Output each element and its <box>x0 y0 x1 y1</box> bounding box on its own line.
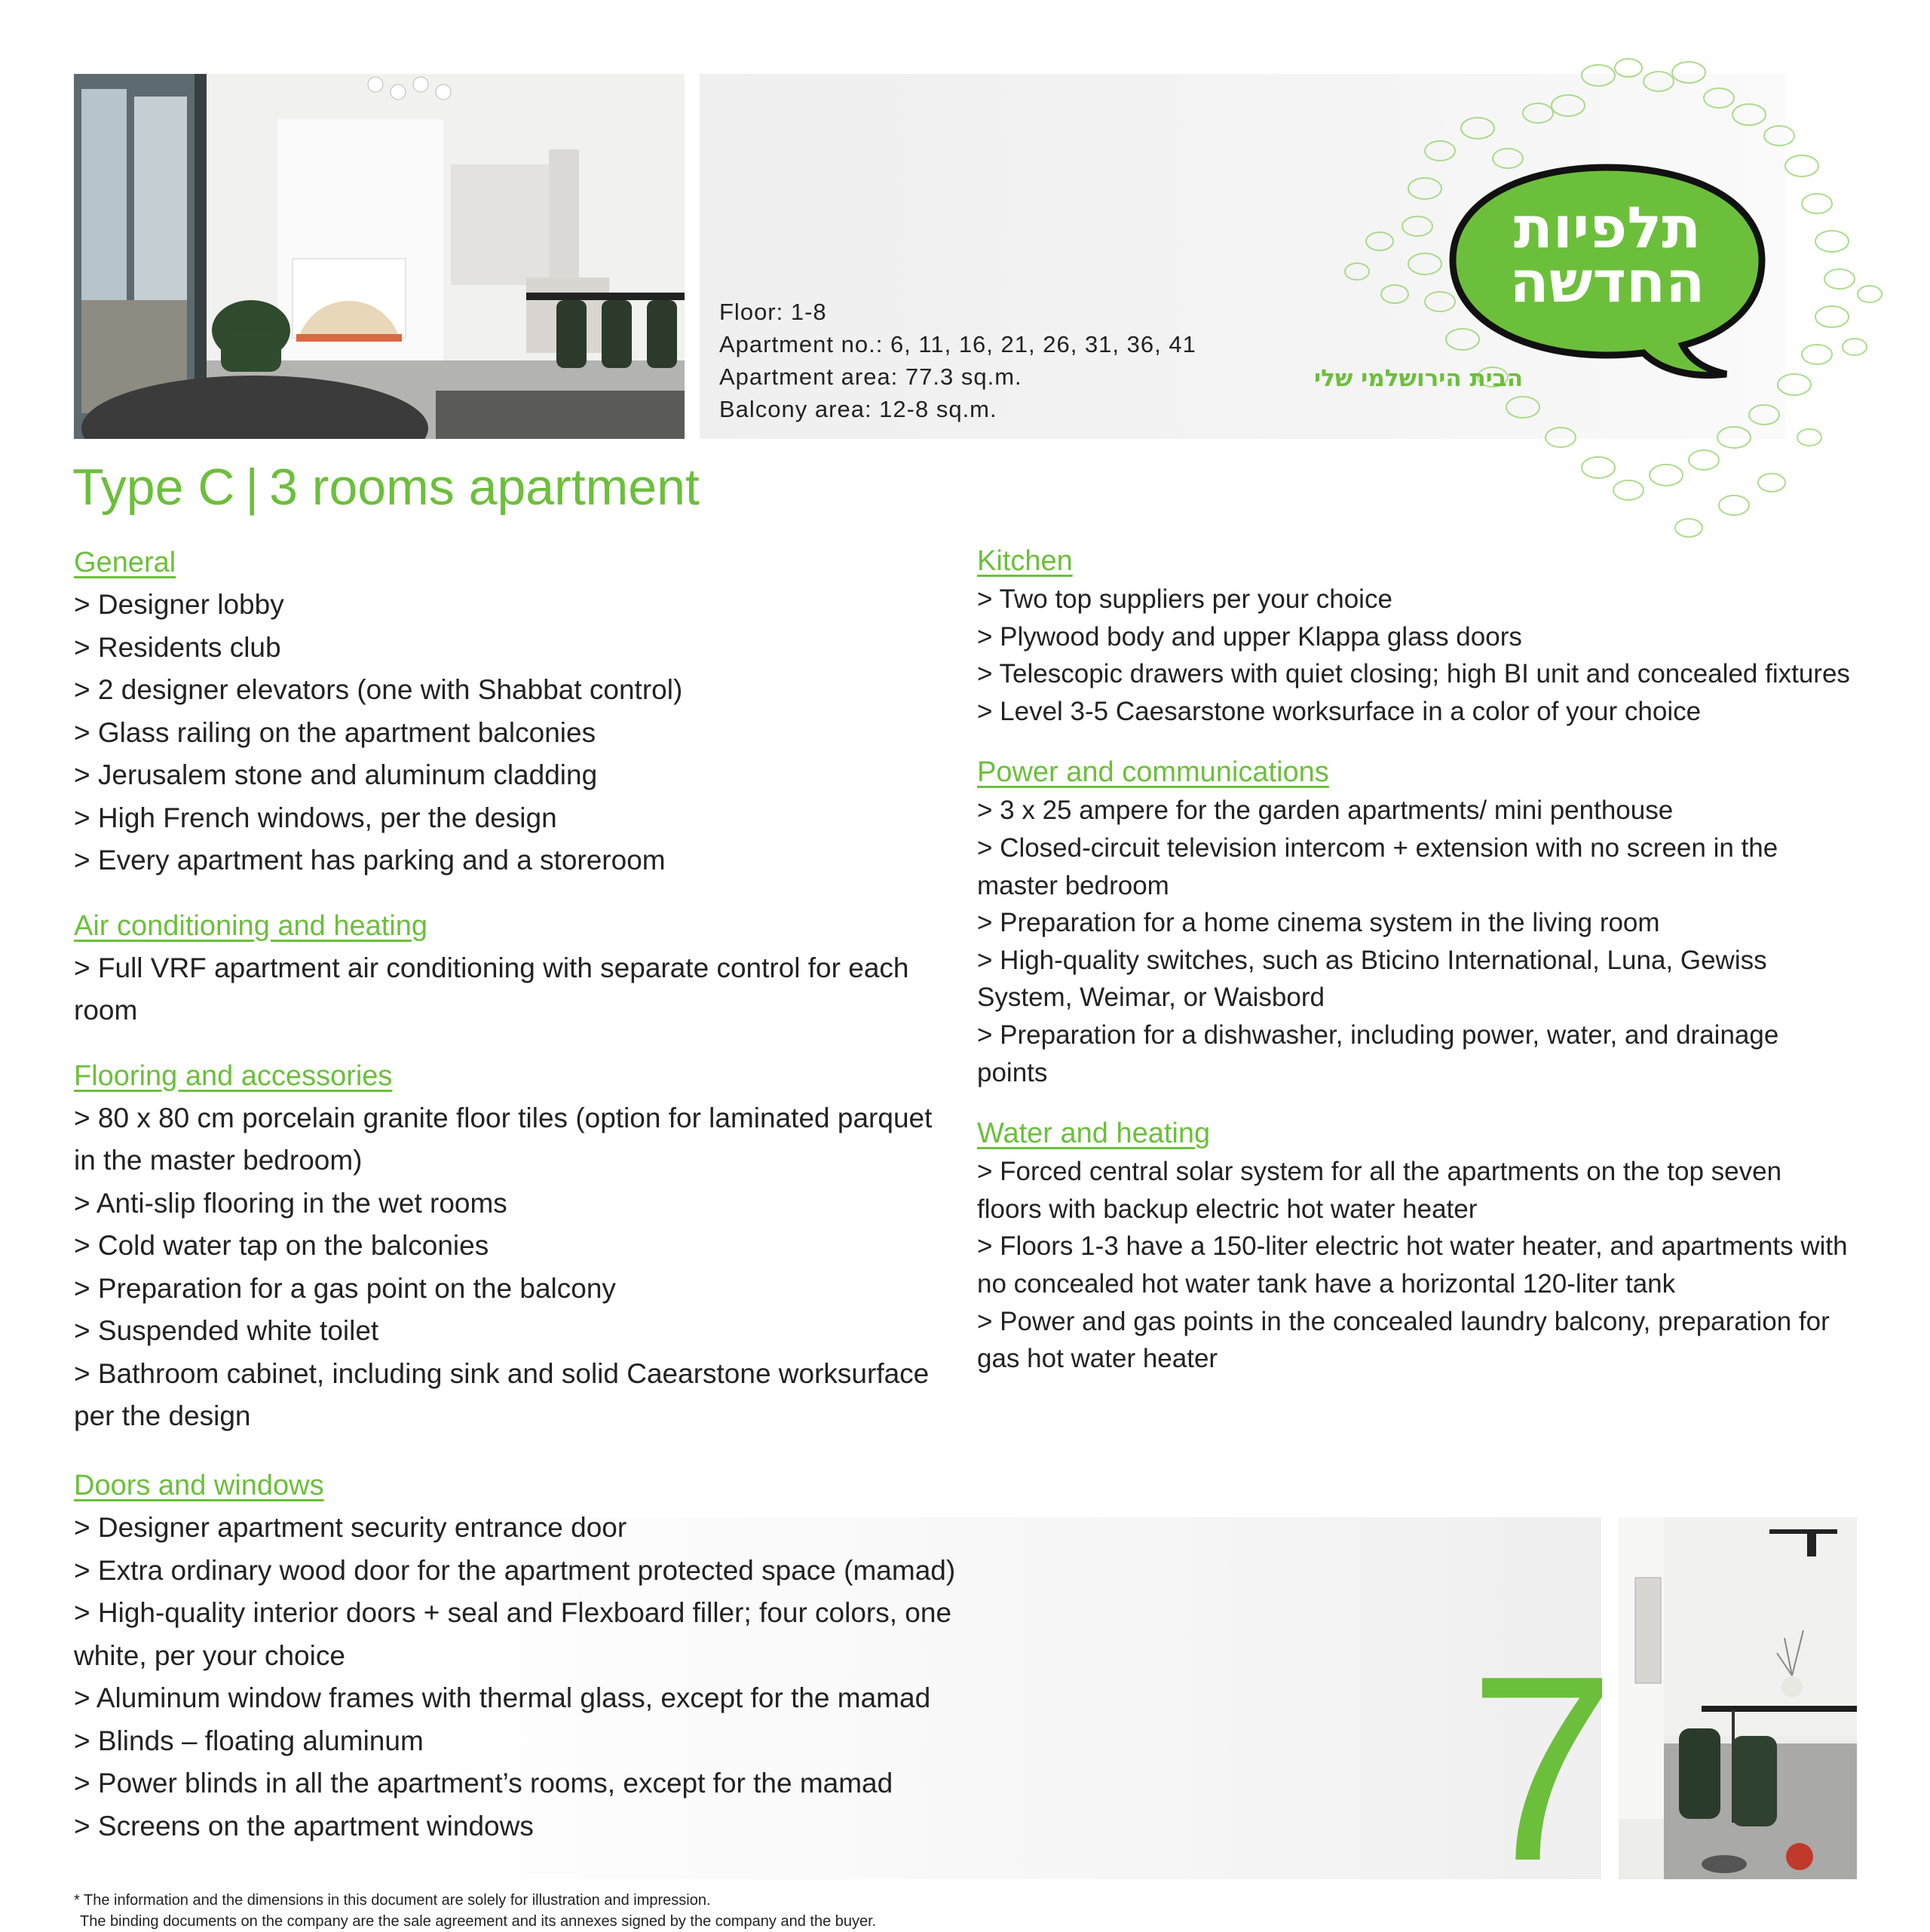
disclaimer-line1: * The information and the dimensions in this document are solely for illustration and impression. <box>74 1892 711 1909</box>
list-item: > Cold water tap on the balconies <box>74 1230 489 1261</box>
list-item: > Preparation for a home cinema system in the living room <box>977 908 1660 938</box>
section-title: Water and heating <box>977 1118 1211 1150</box>
list-item: > Aluminum window frames with thermal glass, except for the mamad <box>74 1682 931 1713</box>
list-item: > Preparation for a gas point on the balcony <box>74 1272 616 1304</box>
heading-separator: | <box>245 458 259 516</box>
list-item: > High French windows, per the design <box>74 802 557 833</box>
list-item: > 3 x 25 ampere for the garden apartments/ mini penthouse <box>977 796 1674 826</box>
list-item: > 2 designer elevators (one with Shabbat control) <box>74 674 683 705</box>
page-number: 7 <box>1469 1621 1616 1916</box>
logo-title-line1: תלפיות <box>1513 194 1702 261</box>
apartment-numbers: Apartment no.: 6, 11, 16, 21, 26, 31, 36, 41 <box>719 331 1196 357</box>
list-item: > Suspended white toilet <box>74 1315 379 1346</box>
logo-tagline: הבית הירושלמי שלי <box>1313 365 1523 392</box>
kitchen-illustration <box>1619 1517 1857 1879</box>
section-water-heating <box>977 1114 1852 1378</box>
list-item: > High-quality switches, such as Bticino International, Luna, Gewiss System, Weimar, or Waisbord <box>977 945 1767 1013</box>
list-item: > Blinds – floating aluminum <box>74 1725 424 1756</box>
disclaimer <box>74 1890 876 1932</box>
section-kitchen <box>977 541 1852 730</box>
list-item: > Designer apartment security entrance door <box>74 1512 627 1543</box>
apartment-type-heading <box>72 457 700 517</box>
list-item: > Level 3-5 Caesarstone worksurface in a color of your choice <box>977 696 1702 726</box>
section-title: Kitchen <box>977 545 1073 577</box>
apartment-rooms: 3 rooms apartment <box>269 458 700 516</box>
living-room-illustration <box>74 74 685 439</box>
right-column <box>977 541 1852 1400</box>
logo-title-line2: החדשה <box>1509 248 1705 315</box>
section-flooring <box>74 1055 948 1438</box>
list-item: > Preparation for a dishwasher, including power, water, and drainage points <box>977 1020 1779 1087</box>
list-item: > Every apartment has parking and a storeroom <box>74 845 666 876</box>
floor-info: Floor: 1-8 <box>719 299 827 325</box>
living-room-photo <box>74 74 685 439</box>
list-item: > Closed-circuit television intercom + extension with no screen in the master bedroom <box>977 833 1778 900</box>
section-title: Air conditioning and heating <box>74 909 428 942</box>
section-title: Power and communications <box>977 756 1329 789</box>
section-doors-windows <box>74 1464 1001 1848</box>
list-item: > High-quality interior doors + seal and Flexboard filler; four colors, one white, per your choice <box>74 1597 952 1671</box>
apartment-type: Type C <box>72 458 235 516</box>
list-item: > Designer lobby <box>74 589 284 620</box>
list-item: > Residents club <box>74 631 281 663</box>
list-item: > Power blinds in all the apartment’s rooms, except for the mamad <box>74 1768 893 1799</box>
list-item: > Bathroom cabinet, including sink and solid Caearstone worksurface per the design <box>74 1357 930 1431</box>
section-general <box>74 541 948 882</box>
section-air-conditioning <box>74 905 948 1032</box>
list-item: > Jerusalem stone and aluminum cladding <box>74 759 598 790</box>
list-item: > Screens on the apartment windows <box>74 1810 534 1842</box>
list-item: > Two top suppliers per your choice <box>977 584 1392 614</box>
list-item: > Plywood body and upper Klappa glass doors <box>977 621 1522 652</box>
kitchen-photo <box>1619 1517 1857 1879</box>
disclaimer-line2: The binding documents on the company are the sale agreement and its annexes signed by the company and the buyer. <box>80 1913 877 1930</box>
section-title: Doors and windows <box>74 1470 324 1501</box>
list-item: > 80 x 80 cm porcelain granite floor tiles (option for laminated parquet in the master bedroom) <box>74 1102 933 1176</box>
list-item: > Glass railing on the apartment balconies <box>74 716 596 748</box>
list-item: > Extra ordinary wood door for the apartment protected space (mamad) <box>74 1554 956 1586</box>
list-item: > Telescopic drawers with quiet closing; high BI unit and concealed fixtures <box>977 659 1850 689</box>
section-title: General <box>74 547 176 578</box>
apartment-specs <box>719 296 1196 425</box>
left-column <box>74 541 948 1461</box>
list-item: > Power and gas points in the concealed laundry balcony, preparation for gas hot water heater <box>977 1306 1830 1374</box>
list-item: > Forced central solar system for all the apartments on the top seven floors with backup electric hot water heater <box>977 1157 1782 1224</box>
list-item: > Anti-slip flooring in the wet rooms <box>74 1187 507 1219</box>
list-item: > Full VRF apartment air conditioning with separate control for each room <box>74 952 909 1026</box>
apartment-area: Apartment area: 77.3 sq.m. <box>719 363 1022 390</box>
section-title: Flooring and accessories <box>74 1060 393 1092</box>
section-power-communications <box>977 753 1852 1091</box>
list-item: > Floors 1-3 have a 150-liter electric hot water heater, and apartments with no concealed hot water tank have a horizontal 120-liter tank <box>977 1231 1848 1299</box>
balcony-area: Balcony area: 12-8 sq.m. <box>719 396 997 422</box>
